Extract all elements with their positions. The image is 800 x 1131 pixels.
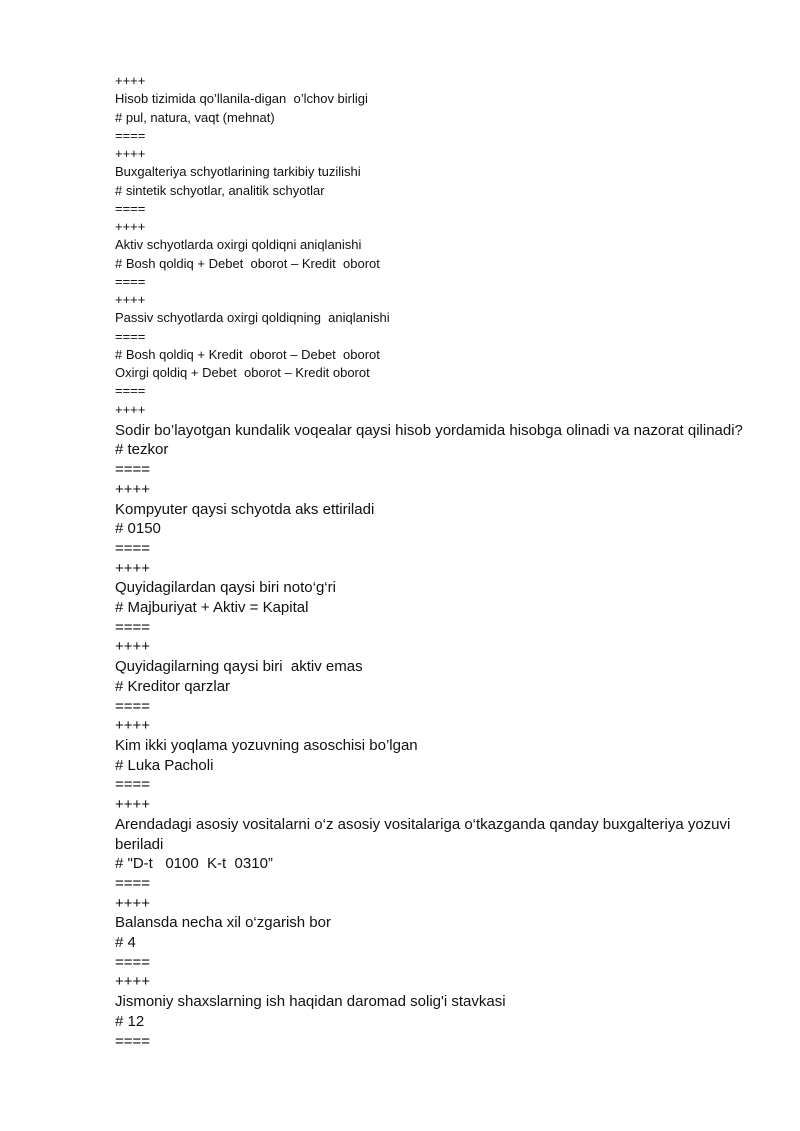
text-line: ==== xyxy=(115,328,146,344)
text-line: # Luka Pacholi xyxy=(115,756,214,774)
text-line: Quyidagilardan qaysi biri noto‘g‘ri xyxy=(115,579,336,597)
text-line: ++++ xyxy=(115,146,146,161)
text-line: ==== xyxy=(115,383,146,399)
text-line: Aktiv schyotlarda oxirgi qoldiqni aniqlanishi xyxy=(115,237,362,253)
text-line: Jismoniy shaxslarning ish haqidan daromad solig'i stavkasi xyxy=(115,993,506,1011)
text-line: ==== xyxy=(115,874,151,892)
text-line: # "D-t 0100 K-t 0310” xyxy=(115,855,273,873)
text-line: # tezkor xyxy=(115,441,169,459)
document-body xyxy=(115,72,775,1051)
text-line: Passiv schyotlarda oxirgi qoldiqning aniqlanishi xyxy=(115,310,390,326)
text-line: # 4 xyxy=(115,934,136,952)
text-line: # Kreditor qarzlar xyxy=(115,677,231,695)
text-line: # pul, natura, vaqt (mehnat) xyxy=(115,109,275,125)
text-line: ++++ xyxy=(115,717,151,735)
text-line: ++++ xyxy=(115,219,146,234)
text-line: Oxirgi qoldiq + Debet oborot – Kredit oborot xyxy=(115,365,370,380)
text-line: ==== xyxy=(115,1032,151,1050)
text-line: Kompyuter qaysi schyotda aks ettiriladi xyxy=(115,500,375,518)
text-line: Sodir bo’layotgan kundalik voqealar qaysi hisob yordamida hisobga olinadi va nazorat qilinadi? xyxy=(115,421,743,439)
text-line: ++++ xyxy=(115,894,151,912)
text-line: # Bosh qoldiq + Kredit oborot – Debet oborot xyxy=(115,346,380,362)
text-line: # sintetik schyotlar, analitik schyotlar xyxy=(115,182,325,198)
text-line: # 12 xyxy=(115,1012,145,1030)
text-line: Balansda necha xil o‘zgarish bor xyxy=(115,914,331,932)
text-line: ++++ xyxy=(115,559,151,577)
text-line: ==== xyxy=(115,618,151,636)
text-line: ++++ xyxy=(115,292,146,307)
test-block-large-text xyxy=(115,421,775,1052)
text-line: Buxgalteriya schyotlarining tarkibiy tuzilishi xyxy=(115,164,361,180)
text-line: ==== xyxy=(115,127,146,143)
text-line: ==== xyxy=(115,539,151,557)
text-line: ==== xyxy=(115,273,146,289)
text-line: Hisob tizimida qo’llanila-digan o’lchov birligi xyxy=(115,91,368,107)
test-block-small-text xyxy=(115,72,775,419)
text-line: Arendadagi asosiy vositalarni o‘z asosiy vositalariga o‘tkazganda qanday buxgalteriya yozuvi beriladi xyxy=(115,815,735,853)
text-line: ++++ xyxy=(115,401,146,417)
text-line: ++++ xyxy=(115,73,146,88)
text-line: Quyidagilarning qaysi biri aktiv emas xyxy=(115,658,363,676)
text-line: ++++ xyxy=(115,480,151,498)
text-line: ==== xyxy=(115,461,151,479)
text-line: ++++ xyxy=(115,638,151,656)
text-line: ==== xyxy=(115,953,151,971)
text-line: ++++ xyxy=(115,973,151,991)
text-line: ++++ xyxy=(115,796,151,814)
text-line: ==== xyxy=(115,776,151,794)
text-line: # Bosh qoldiq + Debet oborot – Kredit oborot xyxy=(115,255,380,271)
text-line: # Majburiyat + Aktiv = Kapital xyxy=(115,599,309,617)
text-line: Kim ikki yoqlama yozuvning asoschisi bo’lgan xyxy=(115,737,418,754)
text-line: ==== xyxy=(115,200,146,216)
text-line: # 0150 xyxy=(115,520,161,538)
text-line: ==== xyxy=(115,697,151,715)
